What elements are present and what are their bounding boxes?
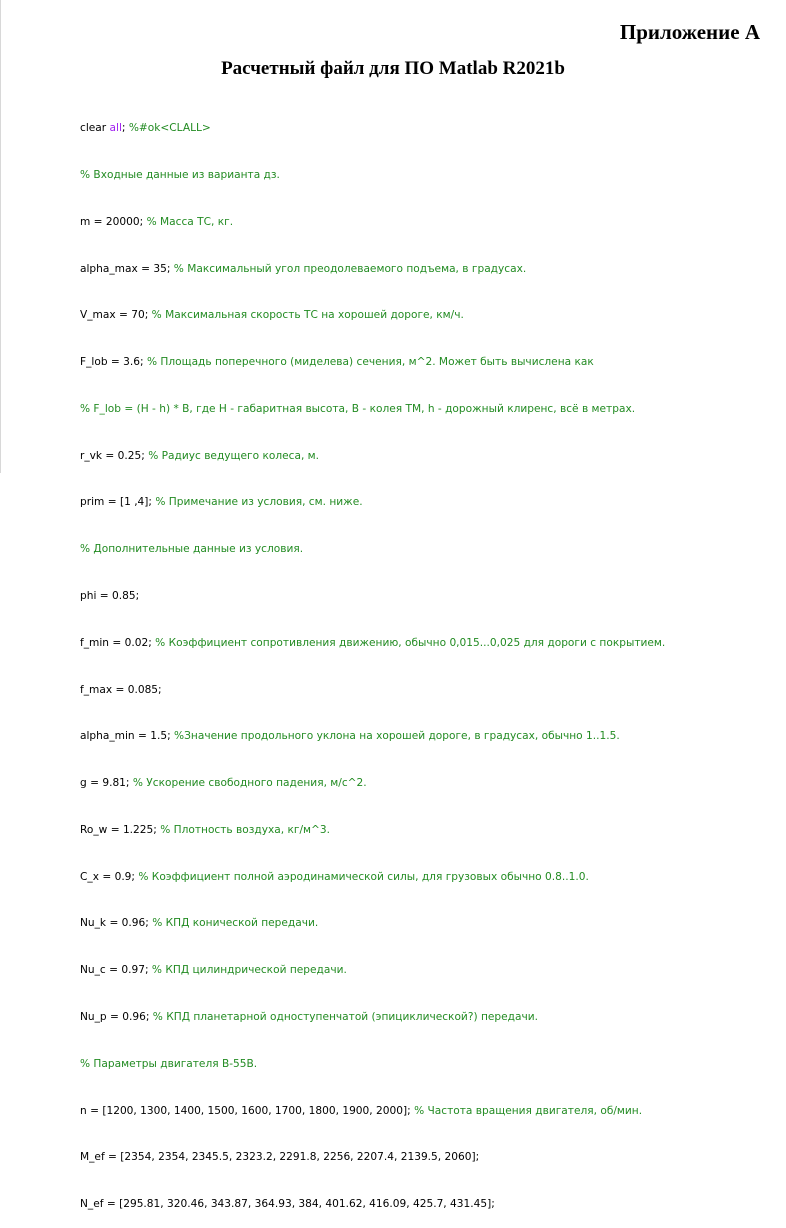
code-line: [80, 1104, 665, 1120]
code-text: phi = 0.85;: [80, 590, 140, 602]
code-text: Ro_w = 1.225;: [80, 823, 161, 836]
code-text: prim = [1 ,4];: [80, 496, 156, 509]
code-line: [80, 402, 665, 418]
code-line: [80, 870, 665, 886]
code-text: clear: [80, 122, 110, 135]
matlab-code-listing: [80, 90, 665, 1228]
code-comment: % Примечание из условия, см. ниже.: [155, 496, 363, 509]
code-comment: % Ускорение свободного падения, м/с^2.: [132, 777, 367, 790]
code-line: [80, 729, 665, 745]
code-comment: % Входные данные из варианта дз.: [80, 168, 280, 181]
code-text: V_max = 70;: [80, 309, 152, 322]
document-title: Расчетный файл для ПО Matlab R2021b: [221, 58, 565, 79]
code-comment: % Коэффициент полной аэродинамической силы, для грузовых обычно 0.8..1.0.: [138, 870, 589, 883]
keyword: all: [109, 122, 122, 135]
code-comment: % КПД конической передачи.: [152, 917, 319, 930]
appendix-heading: Приложение А: [619, 20, 760, 44]
code-text: alpha_max = 35;: [80, 262, 174, 275]
code-text: Nu_k = 0.96;: [80, 917, 153, 930]
code-text: M_ef = [2354, 2354, 2345.5, 2323.2, 2291.8, 2256, 2207.4, 2139.5, 2060];: [80, 1151, 480, 1164]
code-line: [80, 1010, 665, 1026]
code-text: alpha_min = 1.5;: [80, 730, 175, 743]
code-line: [80, 1197, 665, 1213]
code-comment: % Частота вращения двигателя, об/мин.: [414, 1104, 643, 1117]
code-line: [80, 495, 665, 511]
code-line: [80, 683, 665, 699]
code-line: [80, 542, 665, 558]
code-text: ;: [121, 122, 129, 135]
code-comment: % Площадь поперечного (миделева) сечения, м^2. Может быть вычислена как: [146, 356, 594, 369]
code-line: [80, 823, 665, 839]
code-text: Nu_p = 0.96;: [80, 1011, 153, 1024]
code-text: N_ef = [295.81, 320.46, 343.87, 364.93, 384, 401.62, 416.09, 425.7, 431.45];: [80, 1198, 495, 1211]
code-line: [80, 916, 665, 932]
code-line: [80, 776, 665, 792]
code-text: f_max = 0.085;: [80, 683, 162, 696]
code-text: Nu_c = 0.97;: [80, 964, 152, 977]
code-line: [80, 308, 665, 324]
code-line: [80, 589, 665, 605]
code-comment: % Масса ТС, кг.: [146, 215, 234, 228]
code-text: F_lob = 3.6;: [80, 356, 147, 369]
code-comment: % Дополнительные данные из условия.: [80, 543, 304, 556]
code-line: [80, 355, 665, 371]
code-text: r_vk = 0.25;: [80, 449, 149, 462]
code-comment: % Максимальная скорость ТС на хорошей дороге, км/ч.: [151, 309, 464, 322]
code-comment: % Коэффициент сопротивления движению, обычно 0,015...0,025 для дороги с покрытием.: [155, 636, 666, 649]
code-text: m = 20000;: [80, 215, 147, 228]
code-line: [80, 636, 665, 652]
code-text: f_min = 0.02;: [80, 636, 156, 649]
code-comment: % Параметры двигателя В-55В.: [80, 1057, 258, 1070]
code-comment: % Плотность воздуха, кг/м^3.: [160, 823, 330, 836]
code-comment: % Максимальный угол преодолеваемого подъема, в градусах.: [173, 262, 527, 275]
code-text: C_x = 0.9;: [80, 870, 139, 883]
code-text: g = 9.81;: [80, 777, 133, 790]
code-comment: %#ok<CLALL>: [128, 122, 211, 135]
code-comment: %Значение продольного уклона на хорошей дороге, в градусах, обычно 1..1.5.: [174, 730, 620, 743]
code-line: [80, 215, 665, 231]
code-comment: % F_lob = (H - h) * B, где H - габаритная высота, B - колея ТМ, h - дорожный клиренс, всё в метрах.: [80, 402, 636, 415]
code-line: [80, 121, 665, 137]
code-comment: % КПД планетарной одноступенчатой (эпициклической?) передачи.: [152, 1011, 538, 1024]
code-comment: % КПД цилиндрической передачи.: [151, 964, 347, 977]
code-comment: % Радиус ведущего колеса, м.: [148, 449, 320, 462]
code-line: [80, 1057, 665, 1073]
code-line: [80, 449, 665, 465]
code-line: [80, 168, 665, 184]
code-line: [80, 963, 665, 979]
code-line: [80, 262, 665, 278]
code-line: [80, 1150, 665, 1166]
code-text: n = [1200, 1300, 1400, 1500, 1600, 1700, 1800, 1900, 2000];: [80, 1104, 415, 1117]
